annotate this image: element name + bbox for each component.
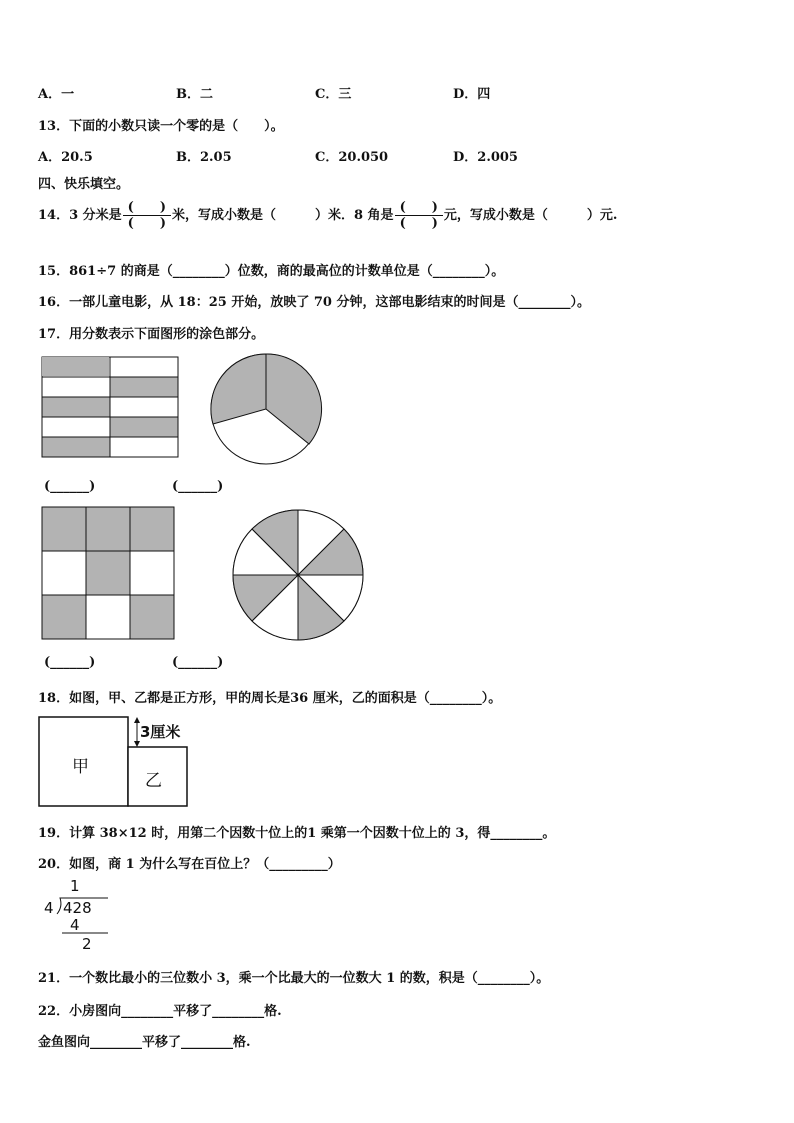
q13-option-c[interactable]: C．20.050 bbox=[315, 150, 389, 165]
square-label-a: 甲 bbox=[72, 757, 89, 777]
q14-fraction-1[interactable] bbox=[123, 200, 171, 231]
question-21: 21．一个数比最小的三位数小 3，乘一个比最大的一位数大 1 的数，积是（________）。 bbox=[38, 971, 550, 986]
fraction-denominator: ( ) bbox=[127, 216, 166, 231]
circle-eighths-figure bbox=[231, 508, 365, 642]
q17-answer-1[interactable]: (______) bbox=[44, 479, 96, 494]
q12-option-d[interactable]: D．四 bbox=[453, 87, 491, 102]
question-16: 16．一部儿童电影，从 18：25 开始，放映了 70 分钟，这部电影结束的时间是（________）。 bbox=[38, 295, 590, 310]
dimension-label: 3厘米 bbox=[140, 723, 181, 741]
long-division-figure bbox=[38, 877, 118, 955]
question-15: 15．861÷7 的商是（________）位数，商的最高位的计数单位是（________）。 bbox=[38, 264, 505, 279]
grid-3x3-figure bbox=[41, 506, 175, 640]
q14-part1: 14．3 分米是 bbox=[38, 208, 122, 223]
q17-answer-2[interactable]: (______) bbox=[172, 479, 224, 494]
question-22-line-1: 22．小房图向________平移了________格. bbox=[38, 1004, 282, 1019]
question-18: 18．如图，甲、乙都是正方形，甲的周长是36 厘米，乙的面积是（________）。 bbox=[38, 691, 502, 706]
question-17: 17．用分数表示下面图形的涂色部分。 bbox=[38, 327, 265, 342]
q14-fraction-2[interactable] bbox=[395, 200, 443, 231]
dividend: 428 bbox=[63, 899, 92, 917]
question-22-line-2: 金鱼图向________平移了________格. bbox=[38, 1035, 251, 1050]
divisor: 4 bbox=[44, 899, 54, 917]
q12-option-a[interactable]: A．一 bbox=[38, 87, 75, 102]
q14-part2: 米，写成小数是（ ）米．8 角是 bbox=[171, 208, 394, 223]
striped-rectangle-figure bbox=[41, 356, 181, 458]
question-20: 20．如图，商 1 为什么写在百位上？（_________） bbox=[38, 857, 341, 872]
squares-figure bbox=[38, 716, 190, 808]
question-14 bbox=[38, 200, 617, 231]
fraction-numerator: ( ) bbox=[395, 200, 443, 216]
fraction-numerator: ( ) bbox=[123, 200, 171, 216]
product: 4 bbox=[70, 916, 80, 934]
section-title: 四、快乐填空。 bbox=[38, 177, 130, 192]
fraction-denominator: ( ) bbox=[399, 216, 438, 231]
remainder: 2 bbox=[82, 935, 92, 953]
q17-answer-3[interactable]: (______) bbox=[44, 655, 96, 670]
q12-option-c[interactable]: C．三 bbox=[315, 87, 352, 102]
q13-option-b[interactable]: B．2.05 bbox=[176, 150, 232, 165]
q13-option-d[interactable]: D．2.005 bbox=[453, 150, 518, 165]
square-label-b: 乙 bbox=[145, 771, 162, 791]
question-19: 19．计算 38×12 时，用第二个因数十位上的1 乘第一个因数十位上的 3，得________。 bbox=[38, 826, 556, 841]
q17-answer-4[interactable]: (______) bbox=[172, 655, 224, 670]
q12-option-b[interactable]: B．二 bbox=[176, 87, 213, 102]
quotient: 1 bbox=[70, 877, 80, 895]
circle-thirds-figure bbox=[209, 352, 323, 466]
q13-option-a[interactable]: A．20.5 bbox=[38, 150, 93, 165]
q14-part3: 元，写成小数是（ ）元. bbox=[443, 208, 618, 223]
question-13: 13．下面的小数只读一个零的是（ ）。 bbox=[38, 119, 284, 134]
